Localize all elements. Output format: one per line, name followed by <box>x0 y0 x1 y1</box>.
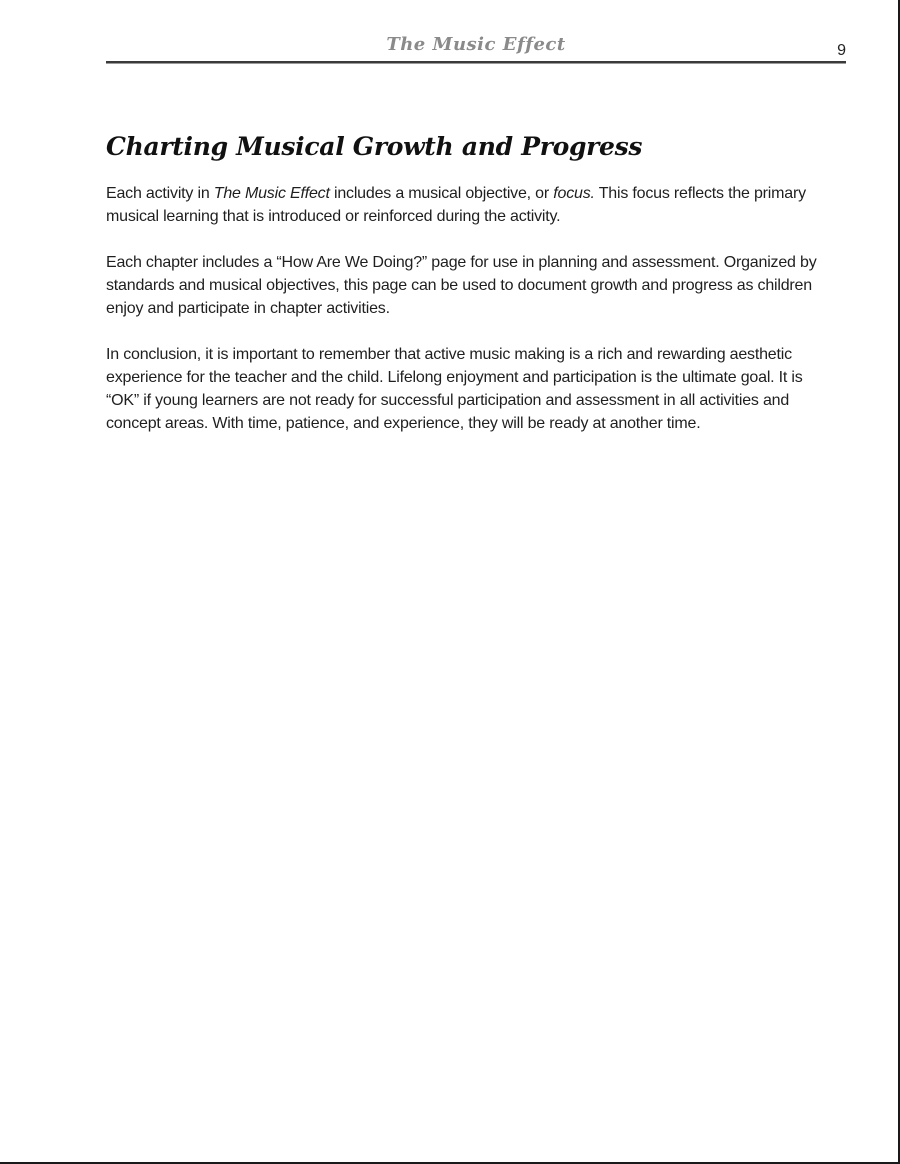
section-heading: Charting Musical Growth and Progress <box>106 132 643 161</box>
running-header-title: The Music Effect <box>386 34 566 55</box>
running-header <box>106 30 846 64</box>
book-title-italic: The Music Effect <box>213 185 330 202</box>
paragraph-focus-text-2: includes a musical objective, or <box>329 185 554 202</box>
paragraph-focus <box>106 182 838 228</box>
paragraph-focus-text-1: Each activity in <box>106 185 214 202</box>
header-rule <box>106 61 846 64</box>
paragraph-focus-text-3: This focus reflects the primary musical learning that is introduced or reinforced during the activity. <box>106 185 806 225</box>
page-number: 9 <box>837 42 846 59</box>
page-content <box>106 130 838 458</box>
paragraph-how-are-we-doing: Each chapter includes a “How Are We Doing?” page for use in planning and assessment. Organized by standards and musical objectives, this page can be used to document growth and progress as children enjoy and participate in chapter activities. <box>106 254 817 317</box>
paragraph-conclusion: In conclusion, it is important to remember that active music making is a rich and rewarding aesthetic experience for the teacher and the child. Lifelong enjoyment and participation is the ultimate goal. It is “OK” if young learners are not ready for successful participation and assessment in all activities and concept areas. With time, patience, and experience, they will be ready at another time. <box>106 346 803 432</box>
focus-word-italic: focus. <box>553 185 595 202</box>
